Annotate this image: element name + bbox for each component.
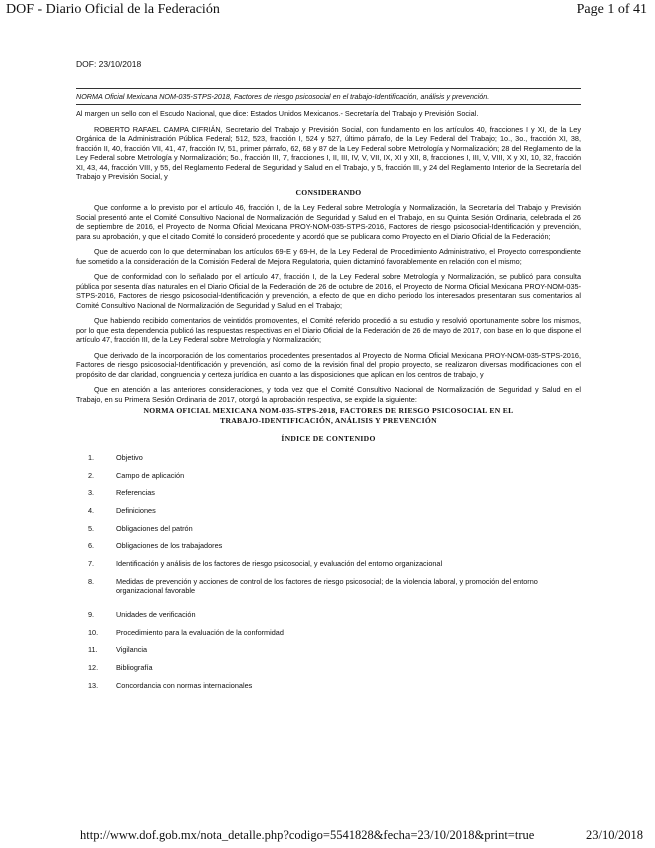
considerando-paragraph: Que conforme a lo previsto por el artículo 46, fracción I, de la Ley Federal sobre Metrología y Normalización, la Secretaría del Trabajo y Previsión Social presentó ante el Comité Consultivo Nacional de Normalización de Seguridad y Salud en el Trabajo, en su Quinta Sesión Ordinaria, celebrada el 26 de septiembre de 2016, el Proyecto de Norma Oficial Mexicana PROY-NOM-035-STPS-2016, Factores de riesgo psicosocial-Identificación y prevención, para su aprobación, y que el citado Comité lo consideró procedente y acordó que se publicara como Proyecto en el Diario Oficial de la Federación; <box>76 203 581 241</box>
norm-heading <box>76 406 581 426</box>
toc-title: Bibliografía <box>116 662 153 672</box>
toc-item <box>88 610 581 620</box>
toc-number: 8. <box>88 576 95 586</box>
considerando-paragraph: Que derivado de la incorporación de los comentarios procedentes presentados al Proyecto de Norma Oficial Mexicana PROY-NOM-035-STPS-2016, Factores de riesgo psicosocial-Identificación y prevención, así como de la revisión final del propio proyecto, se realizaron diversas modificaciones con el propósito de dar claridad, congruencia y certeza jurídica en cuanto a las disposiciones que aplican en los centros de trabajo, y <box>76 350 581 379</box>
toc-number: 5. <box>88 523 95 533</box>
toc-title: Unidades de verificación <box>116 609 196 619</box>
considerando-heading: CONSIDERANDO <box>295 187 362 197</box>
toc-title: Obligaciones del patrón <box>116 523 193 533</box>
toc-item <box>88 541 581 551</box>
considerando-paragraph: Que de acuerdo con lo que determinaban los artículos 69-E y 69-H, de la Ley Federal de Procedimiento Administrativo, el Proyecto correspondiente fue sometido a la consideración de la Comisión Federal de Mejora Regulatoria, quien dictaminó favorablemente en relación con el mismo; <box>76 247 581 266</box>
toc-title: Obligaciones de los trabajadores <box>116 541 223 551</box>
footer-url: http://www.dof.gob.mx/nota_detalle.php?codigo=5541828&fecha=23/10/2018&print=true <box>80 828 535 842</box>
toc-title: Campo de aplicación <box>116 470 185 480</box>
page-number: Page 1 of 41 <box>576 2 647 17</box>
toc-number: 6. <box>88 541 95 551</box>
toc-item <box>88 524 581 534</box>
toc-item <box>88 506 581 516</box>
toc-number: 7. <box>88 559 95 569</box>
norm-title: NORMA Oficial Mexicana NOM-035-STPS-2018, Factores de riesgo psicosocial en el trabajo-Identificación, análisis y prevención. <box>76 91 490 101</box>
toc-title: Vigilancia <box>116 645 148 655</box>
toc-item <box>88 663 581 673</box>
intro-paragraph: ROBERTO RAFAEL CAMPA CIFRIÁN, Secretario del Trabajo y Previsión Social, con fundamento en los artículos 40, fracciones I y XI, de la Ley Orgánica de la Administración Pública Federal; 512, 523, fracción I, 524 y 527, último párrafo, de la Ley Federal del Trabajo; 1o., 3o., fracción XI, 38, fracción II, 40, fracción VII, 41, 47, fracción IV, 51, primer párrafo, 62, 68 y 87 de la Ley Federal sobre Metrología y Normalización; 28 del Reglamento de la Ley Federal sobre Metrología y Normalización; 5o., fracción III, 7, fracciones I, II, III, IV, V, VII, IX, XI y XII, 8, fracciones I, III, V, VIII, X y XI, 10, 32, fracción XI, 43, 44, fracción VIII, y 55, del Reglamento Federal de Seguridad y Salud en el Trabajo, y 5, fracción III, y 24 del Reglamento Interior de la Secretaría del Trabajo y Previsión Social, y <box>76 124 581 181</box>
footer-date: 23/10/2018 <box>586 828 643 842</box>
toc-title: Objetivo <box>116 453 143 462</box>
toc-title: Referencias <box>116 488 155 498</box>
toc-title: Identificación y análisis de los factores de riesgo psicosocial, y evaluación del entorno organizacional <box>116 559 443 569</box>
toc-title: Medidas de prevención y acciones de control de los factores de riesgo psicosocial; de la violencia laboral, y promoción del entorno organizacional favorable <box>116 576 538 596</box>
index-heading: ÍNDICE DE CONTENIDO <box>281 434 376 443</box>
toc-item <box>88 453 581 463</box>
toc-number: 3. <box>88 488 95 498</box>
bottom-divider <box>76 104 581 105</box>
table-of-contents <box>76 453 581 690</box>
toc-item <box>88 559 581 569</box>
toc-item <box>88 471 581 481</box>
page-header <box>6 2 647 20</box>
norm-heading-line: NORMA OFICIAL MEXICANA NOM-035-STPS-2018, FACTORES DE RIESGO PSICOSOCIAL EN EL <box>143 406 514 415</box>
toc-number: 11. <box>88 645 98 655</box>
seal-paragraph: Al margen un sello con el Escudo Nacional, que dice: Estados Unidos Mexicanos.- Secretaría del Trabajo y Previsión Social. <box>76 109 479 118</box>
document-body <box>76 60 581 698</box>
toc-title: Procedimiento para la evaluación de la conformidad <box>116 627 284 637</box>
toc-item <box>88 645 581 655</box>
toc-number: 9. <box>88 609 95 619</box>
toc-title: Definiciones <box>116 506 156 516</box>
toc-number: 1. <box>88 453 95 462</box>
publication-date: DOF: 23/10/2018 <box>76 59 142 69</box>
considerando-paragraph: Que de conformidad con lo señalado por el artículo 47, fracción I, de la Ley Federal sobre Metrología y Normalización, se publicó para consulta pública por sesenta días naturales en el Diario Oficial de la Federación de 26 de octubre de 2016, el Proyecto de Norma Oficial Mexicana PROY-NOM-035-STPS-2016, Factores de riesgo psicosocial-Identificación y prevención, a efecto de que en dicho periodo los interesados presentaran sus comentarios al Comité Consultivo Nacional de Normalización de Seguridad y Salud en el Trabajo; <box>76 272 581 310</box>
toc-item <box>88 488 581 498</box>
toc-number: 13. <box>88 680 99 690</box>
considerando-paragraph: Que habiendo recibido comentarios de veintidós promoventes, el Comité referido procedió a su estudio y resolvió oportunamente sobre los mismos, por lo que esta dependencia publicó las respuestas respectivas en el Diario Oficial de la Federación de 26 de mayo de 2017, con base en lo que dispone el artículo 47, fracción III, de la Ley Federal sobre Metrología y Normalización; <box>76 316 581 344</box>
toc-item <box>88 681 581 691</box>
toc-number: 2. <box>88 470 95 480</box>
toc-item <box>88 577 581 596</box>
toc-number: 10. <box>88 627 99 637</box>
toc-number: 12. <box>88 662 99 672</box>
page-footer <box>80 828 643 844</box>
toc-number: 4. <box>88 506 95 516</box>
norm-heading-line: TRABAJO-IDENTIFICACIÓN, ANÁLISIS Y PREVENCIÓN <box>220 416 437 425</box>
toc-item <box>88 628 581 638</box>
toc-title: Concordancia con normas internacionales <box>116 680 253 690</box>
header-title: DOF - Diario Oficial de la Federación <box>6 2 220 17</box>
considerando-paragraph: Que en atención a las anteriores consideraciones, y toda vez que el Comité Consultivo Nacional de Normalización de Seguridad y Salud en el Trabajo, en su Primera Sesión Ordinaria de 2017, otorgó la aprobación respectiva, se expide la siguiente: <box>76 385 581 404</box>
